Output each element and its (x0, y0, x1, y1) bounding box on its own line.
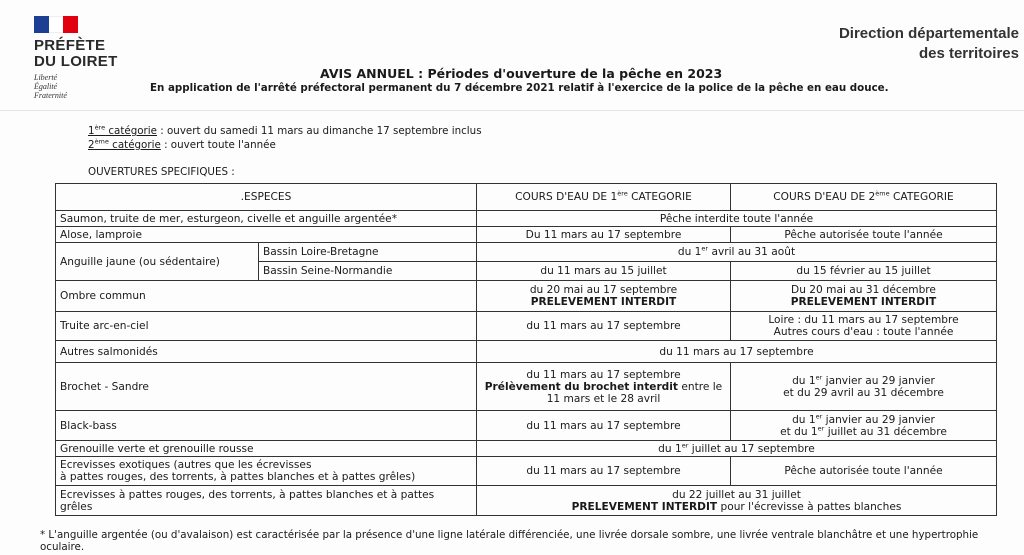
period-cell: du 1er janvier au 29 janvier et du 29 avril au 31 décembre (731, 363, 997, 411)
period-cell: du 20 mai au 17 septembre PRELEVEMENT INTERDIT (477, 281, 731, 312)
species-cell: Ombre commun (56, 281, 477, 312)
basin-cell: Bassin Loire-Bretagne (259, 243, 477, 262)
basin-cell: Bassin Seine-Normandie (259, 262, 477, 281)
table-row (56, 227, 997, 243)
specific-openings-heading: OUVERTURES SPECIFIQUES : (88, 166, 235, 178)
footnote: * L'anguille argentée (ou d'avalaison) est caractérisée par la présence d'une ligne latérale différenciée, une livrée dorsale sombre, une livrée ventrale blanchâtre et une hypertrophie oculaire. (40, 529, 979, 553)
logo-line-1: PRÉFÈTE (34, 37, 106, 54)
logo-line-2: DU LOIRET (34, 53, 118, 70)
category-1-line (88, 125, 482, 137)
species-cell: Anguille jaune (ou sédentaire) (56, 243, 259, 281)
page-subtitle: En application de l'arrêté préfectoral permanent du 7 décembre 2021 relatif à l'exercice de la police de la pêche en eau douce. (150, 82, 889, 94)
motto-fraternite: Fraternité (34, 91, 67, 100)
species-cell: Autres salmonidés (56, 341, 477, 363)
prefecture-logo (34, 16, 118, 100)
period-cell: du 11 mars au 17 septembre Prélèvement du brochet interdit entre le 11 mars et le 28 avril (477, 363, 731, 411)
table-row (56, 243, 997, 262)
motto-liberte: Liberté (34, 73, 58, 82)
direction-line-1: Direction départementale (838, 25, 1019, 42)
table-row (56, 457, 997, 486)
opening-periods-table (55, 183, 997, 516)
page-title: AVIS ANNUEL : Périodes d'ouverture de la pêche en 2023 (320, 66, 723, 81)
species-cell: Truite arc-en-ciel (56, 312, 477, 341)
direction-line-2: des territoires (918, 45, 1019, 62)
period-cell: Pêche autorisée toute l'année (731, 457, 997, 486)
marianne-flag-icon (34, 16, 78, 33)
species-cell: Alose, lamproie (56, 227, 477, 243)
period-cell: du 1er avril au 31 août (477, 243, 997, 262)
period-cell: du 11 mars au 17 septembre (477, 457, 731, 486)
species-cell: Black-bass (56, 411, 477, 441)
period-cell: du 1er janvier au 29 janvier et du 1er juillet au 31 décembre (731, 411, 997, 441)
category-2-label: 2ème catégorie (88, 137, 161, 151)
category-2-line (88, 139, 276, 151)
direction-header (839, 24, 1019, 64)
period-cell: Loire : du 11 mars au 17 septembre Autres cours d'eau : toute l'année (731, 312, 997, 341)
table-row (56, 411, 997, 441)
period-cell: du 15 février au 15 juillet (731, 262, 997, 281)
period-cell: Pêche interdite toute l'année (477, 211, 997, 227)
table-row (56, 281, 997, 312)
period-cell: du 22 juillet au 31 juillet PRELEVEMENT INTERDIT pour l'écrevisse à pattes blanches (477, 486, 997, 516)
period-cell: du 11 mars au 17 septembre (477, 411, 731, 441)
species-cell: Ecrevisses exotiques (autres que les écrevisses à pattes rouges, des torrents, à pattes blanches et à pattes grêles) (56, 457, 477, 486)
species-cell: Brochet - Sandre (56, 363, 477, 411)
category-1-label: 1ère catégorie (88, 123, 157, 137)
period-cell: du 11 mars au 17 septembre (477, 341, 997, 363)
table-header-row (56, 184, 997, 211)
table-row (56, 211, 997, 227)
period-cell: du 11 mars au 15 juillet (477, 262, 731, 281)
species-cell: Grenouille verte et grenouille rousse (56, 441, 477, 457)
period-cell: Du 20 mai au 31 décembre PRELEVEMENT INTERDIT (731, 281, 997, 312)
motto-egalite: Égalité (34, 82, 58, 91)
species-cell: Saumon, truite de mer, esturgeon, civelle et anguille argentée* (56, 211, 477, 227)
table-row (56, 441, 997, 457)
period-cell: Du 11 mars au 17 septembre (477, 227, 731, 243)
header-category-2: COURS D'EAU DE 2ème CATEGORIE (731, 184, 997, 211)
category-1-text: : ouvert du samedi 11 mars au dimanche 17 septembre inclus (156, 125, 482, 137)
header-category-1: COURS D'EAU DE 1ère CATEGORIE (477, 184, 731, 211)
table-row (56, 312, 997, 341)
species-cell: Ecrevisses à pattes rouges, des torrents, à pattes blanches et à pattes grêles (56, 486, 477, 516)
header-divider (0, 110, 1024, 111)
table-row (56, 363, 997, 411)
table-row (56, 486, 997, 516)
period-cell: du 1er juillet au 17 septembre (477, 441, 997, 457)
table-row (56, 341, 997, 363)
period-cell: Pêche autorisée toute l'année (731, 227, 997, 243)
period-cell: du 11 mars au 17 septembre (477, 312, 731, 341)
category-2-text: : ouvert toute l'année (160, 139, 276, 151)
header-species: .ESPECES (56, 184, 477, 211)
